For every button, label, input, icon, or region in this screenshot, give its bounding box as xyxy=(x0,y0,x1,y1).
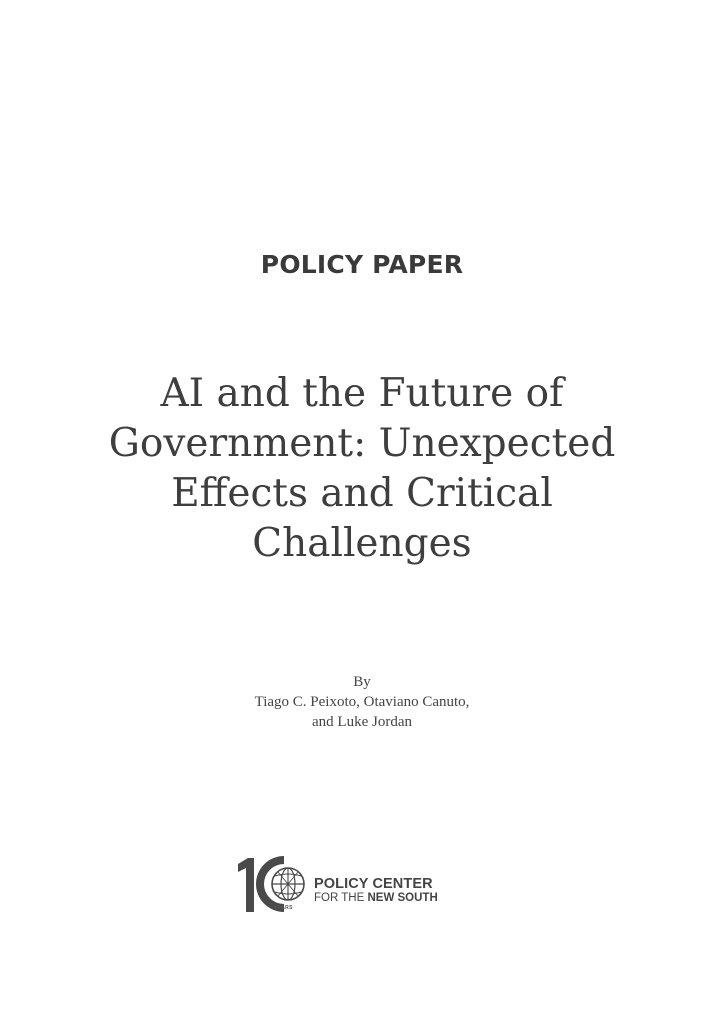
publisher-name-line1: POLICY CENTER xyxy=(314,876,433,892)
title-line: Effects and Critical xyxy=(171,471,553,516)
document-title xyxy=(40,369,684,569)
byline xyxy=(0,672,724,732)
byline-authors: and Luke Jordan xyxy=(312,714,412,730)
byline-by: By xyxy=(353,674,371,690)
document-type-label: POLICY PAPER xyxy=(260,250,464,279)
publisher-name-prefix: FOR THE xyxy=(314,892,368,904)
publisher-name-bold: NEW SOUTH xyxy=(367,892,438,904)
title-line: AI and the Future of xyxy=(160,371,564,416)
publisher-name xyxy=(314,876,438,905)
byline-authors: Tiago C. Peixoto, Otaviano Canuto, xyxy=(254,694,470,710)
globe-icon xyxy=(272,868,304,900)
title-line: Challenges xyxy=(252,521,472,566)
title-line: Government: Unexpected xyxy=(108,421,616,466)
publisher-name-line2 xyxy=(314,892,438,905)
publisher-logo xyxy=(236,852,466,918)
years-label: YEARS xyxy=(274,905,293,911)
